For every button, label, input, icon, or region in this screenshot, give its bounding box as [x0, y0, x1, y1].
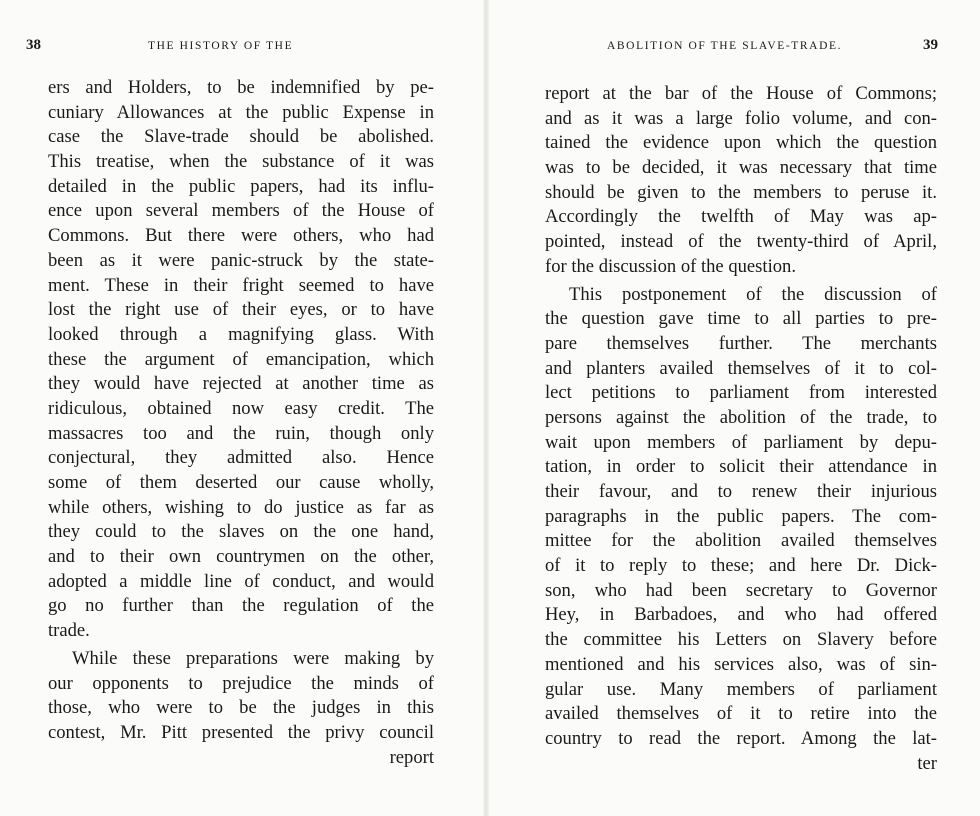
text-line: conjectural, they admitted also. Hence [48, 447, 434, 469]
text-line: report at the bar of the House of Commons; [545, 83, 937, 104]
text-line: tained the evidence upon which the question [545, 132, 937, 154]
text-line: detailed in the public papers, had its influ- [48, 175, 434, 197]
paragraph [48, 647, 434, 746]
text-line: while others, wishing to do justice as far as [48, 496, 434, 518]
text-line: some of them deserted our cause wholly, [48, 472, 434, 493]
text-line: massacres too and the ruin, though only [48, 422, 434, 444]
text-line: paragraphs in the public papers. The com- [545, 505, 937, 527]
text-line: availed themselves of it to retire into the [545, 703, 937, 725]
text-line: should be given to the members to peruse it. [545, 181, 937, 203]
paragraph [545, 82, 937, 280]
text-line: lect petitions to parliament from interested [545, 382, 937, 404]
text-line: go no further than the regulation of the [48, 595, 434, 617]
text-line: tation, in order to solicit their attendance in [545, 456, 937, 478]
running-head: ABOLITION OF THE SLAVE-TRADE. [607, 40, 843, 52]
text-line: their favour, and to renew their injurious [545, 481, 937, 502]
text-line: Commons. But there were others, who had [48, 225, 434, 247]
text-line: ence upon several members of the House of [48, 200, 434, 222]
running-head: THE HISTORY OF THE [148, 40, 294, 52]
text-line: contest, Mr. Pitt presented the privy council [48, 721, 434, 743]
text-line: pointed, instead of the twenty-third of April, [545, 231, 937, 253]
body-text [48, 76, 434, 770]
catchword: report [389, 746, 434, 768]
text-line: son, who had been secretary to Governor [545, 579, 937, 601]
text-line: This postponement of the discussion of [569, 283, 937, 305]
text-line: trade. [48, 620, 90, 642]
text-line: Hey, in Barbadoes, and who had offered [545, 604, 937, 626]
page-number: 39 [923, 37, 938, 53]
text-line: and as it was a large folio volume, and con- [545, 107, 937, 129]
text-line: This treatise, when the substance of it was [48, 151, 434, 173]
text-line: those, who were to be the judges in this [48, 697, 434, 719]
text-line: ers and Holders, to be indemnified by pe- [48, 77, 434, 98]
text-line: the question gave time to all parties to pre- [545, 308, 937, 330]
paragraph [48, 76, 434, 644]
text-line: the committee his Letters on Slavery before [545, 629, 937, 651]
text-line: they would have rejected at another time as [48, 373, 434, 395]
text-line: country to read the report. Among the lat- [545, 727, 937, 749]
body-text [545, 82, 937, 776]
text-line: these the argument of emancipation, which [48, 348, 434, 370]
catchword: ter [917, 752, 937, 774]
text-line: lost the right use of their eyes, or to have [48, 299, 434, 321]
text-line: mentioned and his services also, was of sin- [545, 653, 937, 675]
text-line: ment. These in their fright seemed to have [48, 274, 434, 296]
page-number: 38 [26, 37, 41, 53]
text-line: cuniary Allowances at the public Expense in [48, 101, 434, 123]
text-line: for the discussion of the question. [545, 255, 796, 277]
paragraph [545, 283, 937, 752]
text-line: While these preparations were making by [72, 647, 434, 669]
text-line: they could to the slaves on the one hand, [48, 521, 434, 543]
text-line: Accordingly the twelfth of May was ap- [545, 206, 937, 228]
text-line: adopted a middle line of conduct, and would [48, 570, 434, 592]
text-line: case the Slave-trade should be abolished. [48, 126, 434, 148]
text-line: and planters availed themselves of it to col- [545, 357, 937, 379]
left-page [0, 0, 483, 816]
text-line: pare themselves further. The merchants [545, 332, 937, 354]
text-line: mittee for the abolition availed themselves [545, 530, 937, 552]
text-line: and to their own countrymen on the other, [48, 546, 434, 568]
text-line: ridiculous, obtained now easy credit. The [48, 397, 434, 419]
text-line: been as it were panic-struck by the state- [48, 249, 434, 271]
text-line: gular use. Many members of parliament [545, 678, 937, 700]
text-line: wait upon members of parliament by depu- [545, 431, 937, 453]
text-line: was to be decided, it was necessary that time [545, 157, 937, 179]
text-line: our opponents to prejudice the minds of [48, 672, 434, 694]
text-line: looked through a magnifying glass. With [48, 323, 434, 345]
text-line: persons against the abolition of the trade, to [545, 406, 937, 428]
right-page [489, 0, 980, 816]
text-line: of it to reply to these; and here Dr. Dick- [545, 555, 937, 577]
